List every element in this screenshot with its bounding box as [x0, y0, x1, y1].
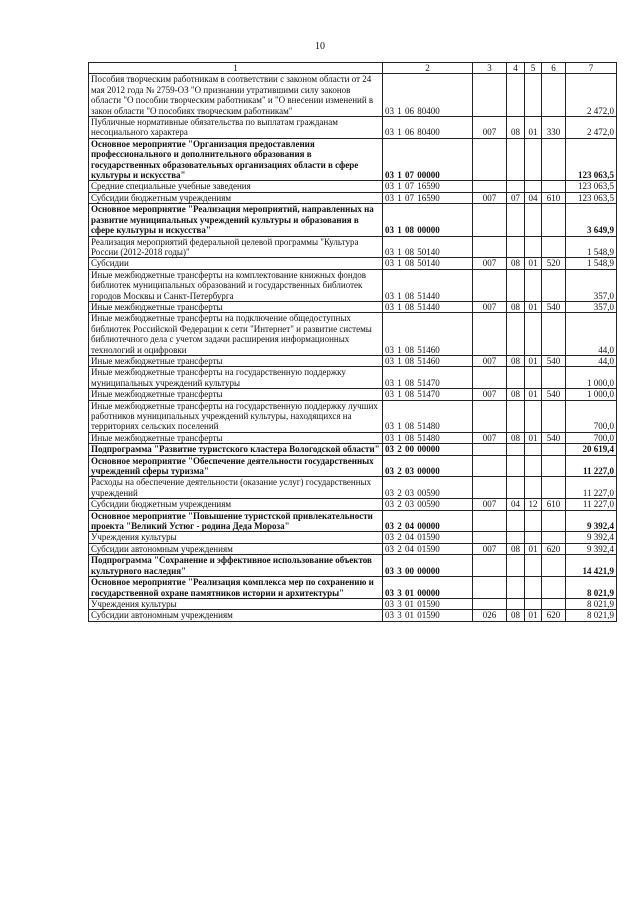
- row-expense-type: [542, 510, 566, 532]
- row-code: 03 3 01 01590: [383, 610, 473, 621]
- row-expense-type: 540: [542, 301, 566, 312]
- row-name: Иные межбюджетные трансферты на государственную поддержку лучших работников муниципальных учреждений культуры, находящихся на территориях сельских поселений: [89, 400, 383, 432]
- table-row: [89, 598, 617, 609]
- row-amount: 44,0: [566, 313, 617, 356]
- row-code: 03 1 08 51480: [383, 432, 473, 443]
- row-section-code: [507, 367, 525, 389]
- row-expense-type: 610: [542, 499, 566, 510]
- row-subsection-code: 04: [525, 192, 542, 203]
- row-section-code: 08: [507, 301, 525, 312]
- row-code: 03 2 04 00000: [383, 510, 473, 532]
- row-amount: 123 063,5: [566, 181, 617, 192]
- row-name: Реализация мероприятий федеральной целевой программы "Культура России (2012-2018 годы)": [89, 236, 383, 258]
- page-number: 10: [315, 41, 325, 52]
- table-row: [89, 555, 617, 577]
- row-subsection-code: 01: [525, 355, 542, 366]
- table-row: [89, 181, 617, 192]
- row-section-code: [507, 532, 525, 543]
- row-name: Субсидии бюджетным учреждениям: [89, 192, 383, 203]
- row-amount: 11 227,0: [566, 499, 617, 510]
- table-row: [89, 389, 617, 400]
- header-col-2: 2: [383, 63, 473, 74]
- row-name: Подпрограмма "Сохранение и эффективное использование объектов культурного наследия": [89, 555, 383, 577]
- row-amount: 700,0: [566, 400, 617, 432]
- row-section-code: [507, 510, 525, 532]
- row-expense-type: [542, 367, 566, 389]
- row-section-code: 04: [507, 499, 525, 510]
- row-ministry-code: 007: [473, 355, 507, 366]
- row-section-code: [507, 181, 525, 192]
- row-amount: 8 021,9: [566, 610, 617, 621]
- row-code: 03 1 08 51460: [383, 355, 473, 366]
- row-subsection-code: 01: [525, 117, 542, 139]
- row-code: 03 3 01 00000: [383, 577, 473, 599]
- row-ministry-code: [473, 313, 507, 356]
- row-expense-type: 610: [542, 192, 566, 203]
- row-section-code: [507, 204, 525, 236]
- table-row: [89, 269, 617, 301]
- row-subsection-code: [525, 400, 542, 432]
- row-subsection-code: [525, 181, 542, 192]
- row-expense-type: [542, 269, 566, 301]
- row-ministry-code: [473, 74, 507, 117]
- row-section-code: 08: [507, 610, 525, 621]
- row-amount: 357,0: [566, 269, 617, 301]
- table-body: [89, 63, 617, 622]
- row-expense-type: 540: [542, 432, 566, 443]
- row-subsection-code: 01: [525, 301, 542, 312]
- row-amount: 9 392,4: [566, 543, 617, 554]
- row-code: 03 1 08 00000: [383, 204, 473, 236]
- table-row: [89, 192, 617, 203]
- row-section-code: 08: [507, 258, 525, 269]
- row-ministry-code: [473, 555, 507, 577]
- row-ministry-code: 007: [473, 432, 507, 443]
- row-code: 03 1 08 51460: [383, 313, 473, 356]
- row-subsection-code: [525, 477, 542, 499]
- row-name: Иные межбюджетные трансферты: [89, 301, 383, 312]
- row-ministry-code: 007: [473, 499, 507, 510]
- row-code: 03 2 04 01590: [383, 532, 473, 543]
- row-ministry-code: 007: [473, 543, 507, 554]
- row-expense-type: [542, 532, 566, 543]
- row-expense-type: [542, 444, 566, 455]
- table-row: [89, 499, 617, 510]
- row-code: 03 1 06 80400: [383, 74, 473, 117]
- table-row: [89, 138, 617, 181]
- row-section-code: 08: [507, 432, 525, 443]
- row-code: 03 2 03 00590: [383, 477, 473, 499]
- row-subsection-code: [525, 313, 542, 356]
- row-amount: 1 548,9: [566, 236, 617, 258]
- row-code: 03 3 00 00000: [383, 555, 473, 577]
- row-amount: 9 392,4: [566, 532, 617, 543]
- row-amount: 2 472,0: [566, 74, 617, 117]
- row-name: Иные межбюджетные трансферты на подключение общедоступных библиотек Российской Федерации к сети "Интернет" и развитие системы библиотечного дела с учетом задачи расширения информационных технологий и оцифровки: [89, 313, 383, 356]
- row-subsection-code: [525, 598, 542, 609]
- row-name: Иные межбюджетные трансферты: [89, 355, 383, 366]
- row-name: Основное мероприятие "Организация предоставления профессионального и дополнительного образования в государственных образовательных организациях области в сфере культуры и искусства": [89, 138, 383, 181]
- row-subsection-code: [525, 510, 542, 532]
- row-code: 03 1 07 16590: [383, 192, 473, 203]
- row-ministry-code: 007: [473, 192, 507, 203]
- table-row: [89, 577, 617, 599]
- table-row: [89, 432, 617, 443]
- row-name: Субсидии автономным учреждениям: [89, 610, 383, 621]
- row-name: Пособия творческим работникам в соответствии с законом области от 24 мая 2012 года № 2759-ОЗ "О признании утратившими силу законов области "О пособии творческим работникам" и "О внесении изменений в закон области "О пособиях творческим работникам": [89, 74, 383, 117]
- row-code: 03 1 07 00000: [383, 138, 473, 181]
- row-ministry-code: [473, 444, 507, 455]
- row-subsection-code: 01: [525, 543, 542, 554]
- table-row: [89, 532, 617, 543]
- row-ministry-code: 007: [473, 117, 507, 139]
- row-ministry-code: [473, 181, 507, 192]
- row-subsection-code: 01: [525, 432, 542, 443]
- row-amount: 44,0: [566, 355, 617, 366]
- row-code: 03 1 08 51480: [383, 400, 473, 432]
- row-ministry-code: [473, 236, 507, 258]
- row-expense-type: 330: [542, 117, 566, 139]
- row-code: 03 1 07 16590: [383, 181, 473, 192]
- row-code: 03 1 08 50140: [383, 236, 473, 258]
- row-subsection-code: [525, 444, 542, 455]
- row-section-code: [507, 236, 525, 258]
- row-subsection-code: [525, 236, 542, 258]
- row-name: Субсидии бюджетным учреждениям: [89, 499, 383, 510]
- row-ministry-code: [473, 510, 507, 532]
- row-expense-type: [542, 455, 566, 477]
- row-code: 03 3 01 01590: [383, 598, 473, 609]
- row-expense-type: [542, 74, 566, 117]
- row-ministry-code: [473, 400, 507, 432]
- table-row: [89, 543, 617, 554]
- row-expense-type: [542, 138, 566, 181]
- row-name: Основное мероприятие "Реализация мероприятий, направленных на развитие муниципальных учреждений культуры и образования в сфере культуры и искусства": [89, 204, 383, 236]
- row-section-code: [507, 444, 525, 455]
- row-amount: 357,0: [566, 301, 617, 312]
- row-subsection-code: 01: [525, 258, 542, 269]
- budget-table: [88, 62, 617, 622]
- row-section-code: 07: [507, 192, 525, 203]
- row-expense-type: 540: [542, 355, 566, 366]
- row-amount: 123 063,5: [566, 138, 617, 181]
- row-name: Субсидии автономным учреждениям: [89, 543, 383, 554]
- header-col-7: 7: [566, 63, 617, 74]
- row-ministry-code: 007: [473, 258, 507, 269]
- row-name: Основное мероприятие "Повышение туристской привлекательности проекта "Великий Устюг - родина Деда Мороза": [89, 510, 383, 532]
- table-row: [89, 610, 617, 621]
- row-amount: 123 063,5: [566, 192, 617, 203]
- header-col-1: 1: [89, 63, 383, 74]
- row-expense-type: [542, 555, 566, 577]
- table-row: [89, 74, 617, 117]
- row-amount: 1 000,0: [566, 389, 617, 400]
- row-name: Основное мероприятие "Реализация комплекса мер по сохранению и государственной охране памятников истории и архитектуры": [89, 577, 383, 599]
- header-col-5: 5: [525, 63, 542, 74]
- row-name: Расходы на обеспечение деятельности (оказание услуг) государственных учреждений: [89, 477, 383, 499]
- row-amount: 1 000,0: [566, 367, 617, 389]
- row-amount: 700,0: [566, 432, 617, 443]
- row-expense-type: 620: [542, 610, 566, 621]
- row-section-code: 08: [507, 543, 525, 554]
- row-amount: 14 421,9: [566, 555, 617, 577]
- row-amount: 20 619,4: [566, 444, 617, 455]
- row-code: 03 1 08 51440: [383, 269, 473, 301]
- row-name: Субсидии: [89, 258, 383, 269]
- row-amount: 3 649,9: [566, 204, 617, 236]
- row-code: 03 1 06 80400: [383, 117, 473, 139]
- row-name: Иные межбюджетные трансферты: [89, 432, 383, 443]
- row-subsection-code: [525, 204, 542, 236]
- row-amount: 8 021,9: [566, 598, 617, 609]
- row-name: Учреждения культуры: [89, 598, 383, 609]
- row-expense-type: 520: [542, 258, 566, 269]
- table-row: [89, 477, 617, 499]
- row-code: 03 1 08 51470: [383, 389, 473, 400]
- table-row: [89, 444, 617, 455]
- row-ministry-code: [473, 477, 507, 499]
- table-row: [89, 301, 617, 312]
- row-subsection-code: [525, 367, 542, 389]
- row-name: Иные межбюджетные трансферты: [89, 389, 383, 400]
- row-subsection-code: [525, 269, 542, 301]
- row-code: 03 1 08 51470: [383, 367, 473, 389]
- row-code: 03 2 03 00590: [383, 499, 473, 510]
- table-row: [89, 117, 617, 139]
- table-row: [89, 236, 617, 258]
- row-code: 03 1 08 50140: [383, 258, 473, 269]
- row-name: Учреждения культуры: [89, 532, 383, 543]
- row-section-code: [507, 400, 525, 432]
- row-name: Основное мероприятие "Обеспечение деятельности государственных учреждений сферы туризма": [89, 455, 383, 477]
- table-row: [89, 367, 617, 389]
- row-ministry-code: [473, 577, 507, 599]
- row-expense-type: [542, 577, 566, 599]
- row-code: 03 2 03 00000: [383, 455, 473, 477]
- table-row: [89, 355, 617, 366]
- row-expense-type: [542, 204, 566, 236]
- row-expense-type: 540: [542, 389, 566, 400]
- row-name: Подпрограмма "Развитие туристского кластера Вологодской области": [89, 444, 383, 455]
- row-amount: 11 227,0: [566, 455, 617, 477]
- row-section-code: [507, 477, 525, 499]
- table-row: [89, 510, 617, 532]
- table-row: [89, 204, 617, 236]
- row-expense-type: [542, 400, 566, 432]
- row-ministry-code: [473, 269, 507, 301]
- row-name: Публичные нормативные обязательства по выплатам гражданам несоциального характера: [89, 117, 383, 139]
- row-amount: 11 227,0: [566, 477, 617, 499]
- row-section-code: [507, 138, 525, 181]
- table-row: [89, 258, 617, 269]
- row-expense-type: [542, 598, 566, 609]
- row-ministry-code: [473, 455, 507, 477]
- row-section-code: [507, 577, 525, 599]
- row-amount: 1 548,9: [566, 258, 617, 269]
- row-section-code: [507, 269, 525, 301]
- row-section-code: 08: [507, 355, 525, 366]
- table-header-row: [89, 63, 617, 74]
- row-section-code: 08: [507, 389, 525, 400]
- row-subsection-code: [525, 555, 542, 577]
- row-subsection-code: [525, 455, 542, 477]
- row-section-code: [507, 598, 525, 609]
- row-ministry-code: [473, 204, 507, 236]
- row-expense-type: 620: [542, 543, 566, 554]
- row-name: Иные межбюджетные трансферты на государственную поддержку муниципальных учреждений культуры: [89, 367, 383, 389]
- row-section-code: [507, 455, 525, 477]
- row-code: 03 2 04 01590: [383, 543, 473, 554]
- row-amount: 9 392,4: [566, 510, 617, 532]
- row-subsection-code: 12: [525, 499, 542, 510]
- row-expense-type: [542, 313, 566, 356]
- row-code: 03 1 08 51440: [383, 301, 473, 312]
- row-section-code: [507, 313, 525, 356]
- row-name: Иные межбюджетные трансферты на комплектование книжных фондов библиотек муниципальных образований и государственных библиотек городов Москвы и Санкт-Петербурга: [89, 269, 383, 301]
- row-subsection-code: 01: [525, 610, 542, 621]
- table-row: [89, 455, 617, 477]
- row-expense-type: [542, 236, 566, 258]
- row-ministry-code: [473, 532, 507, 543]
- row-subsection-code: [525, 138, 542, 181]
- row-code: 03 2 00 00000: [383, 444, 473, 455]
- row-name: Средние специальные учебные заведения: [89, 181, 383, 192]
- row-section-code: [507, 74, 525, 117]
- row-subsection-code: 01: [525, 389, 542, 400]
- row-ministry-code: [473, 367, 507, 389]
- row-subsection-code: [525, 532, 542, 543]
- row-ministry-code: [473, 598, 507, 609]
- row-ministry-code: 026: [473, 610, 507, 621]
- header-col-3: 3: [473, 63, 507, 74]
- table-row: [89, 400, 617, 432]
- row-amount: 8 021,9: [566, 577, 617, 599]
- header-col-6: 6: [542, 63, 566, 74]
- row-amount: 2 472,0: [566, 117, 617, 139]
- row-expense-type: [542, 477, 566, 499]
- row-ministry-code: 007: [473, 389, 507, 400]
- row-section-code: [507, 555, 525, 577]
- row-ministry-code: [473, 138, 507, 181]
- row-expense-type: [542, 181, 566, 192]
- row-subsection-code: [525, 74, 542, 117]
- row-section-code: 08: [507, 117, 525, 139]
- table-row: [89, 313, 617, 356]
- row-ministry-code: 007: [473, 301, 507, 312]
- header-col-4: 4: [507, 63, 525, 74]
- row-subsection-code: [525, 577, 542, 599]
